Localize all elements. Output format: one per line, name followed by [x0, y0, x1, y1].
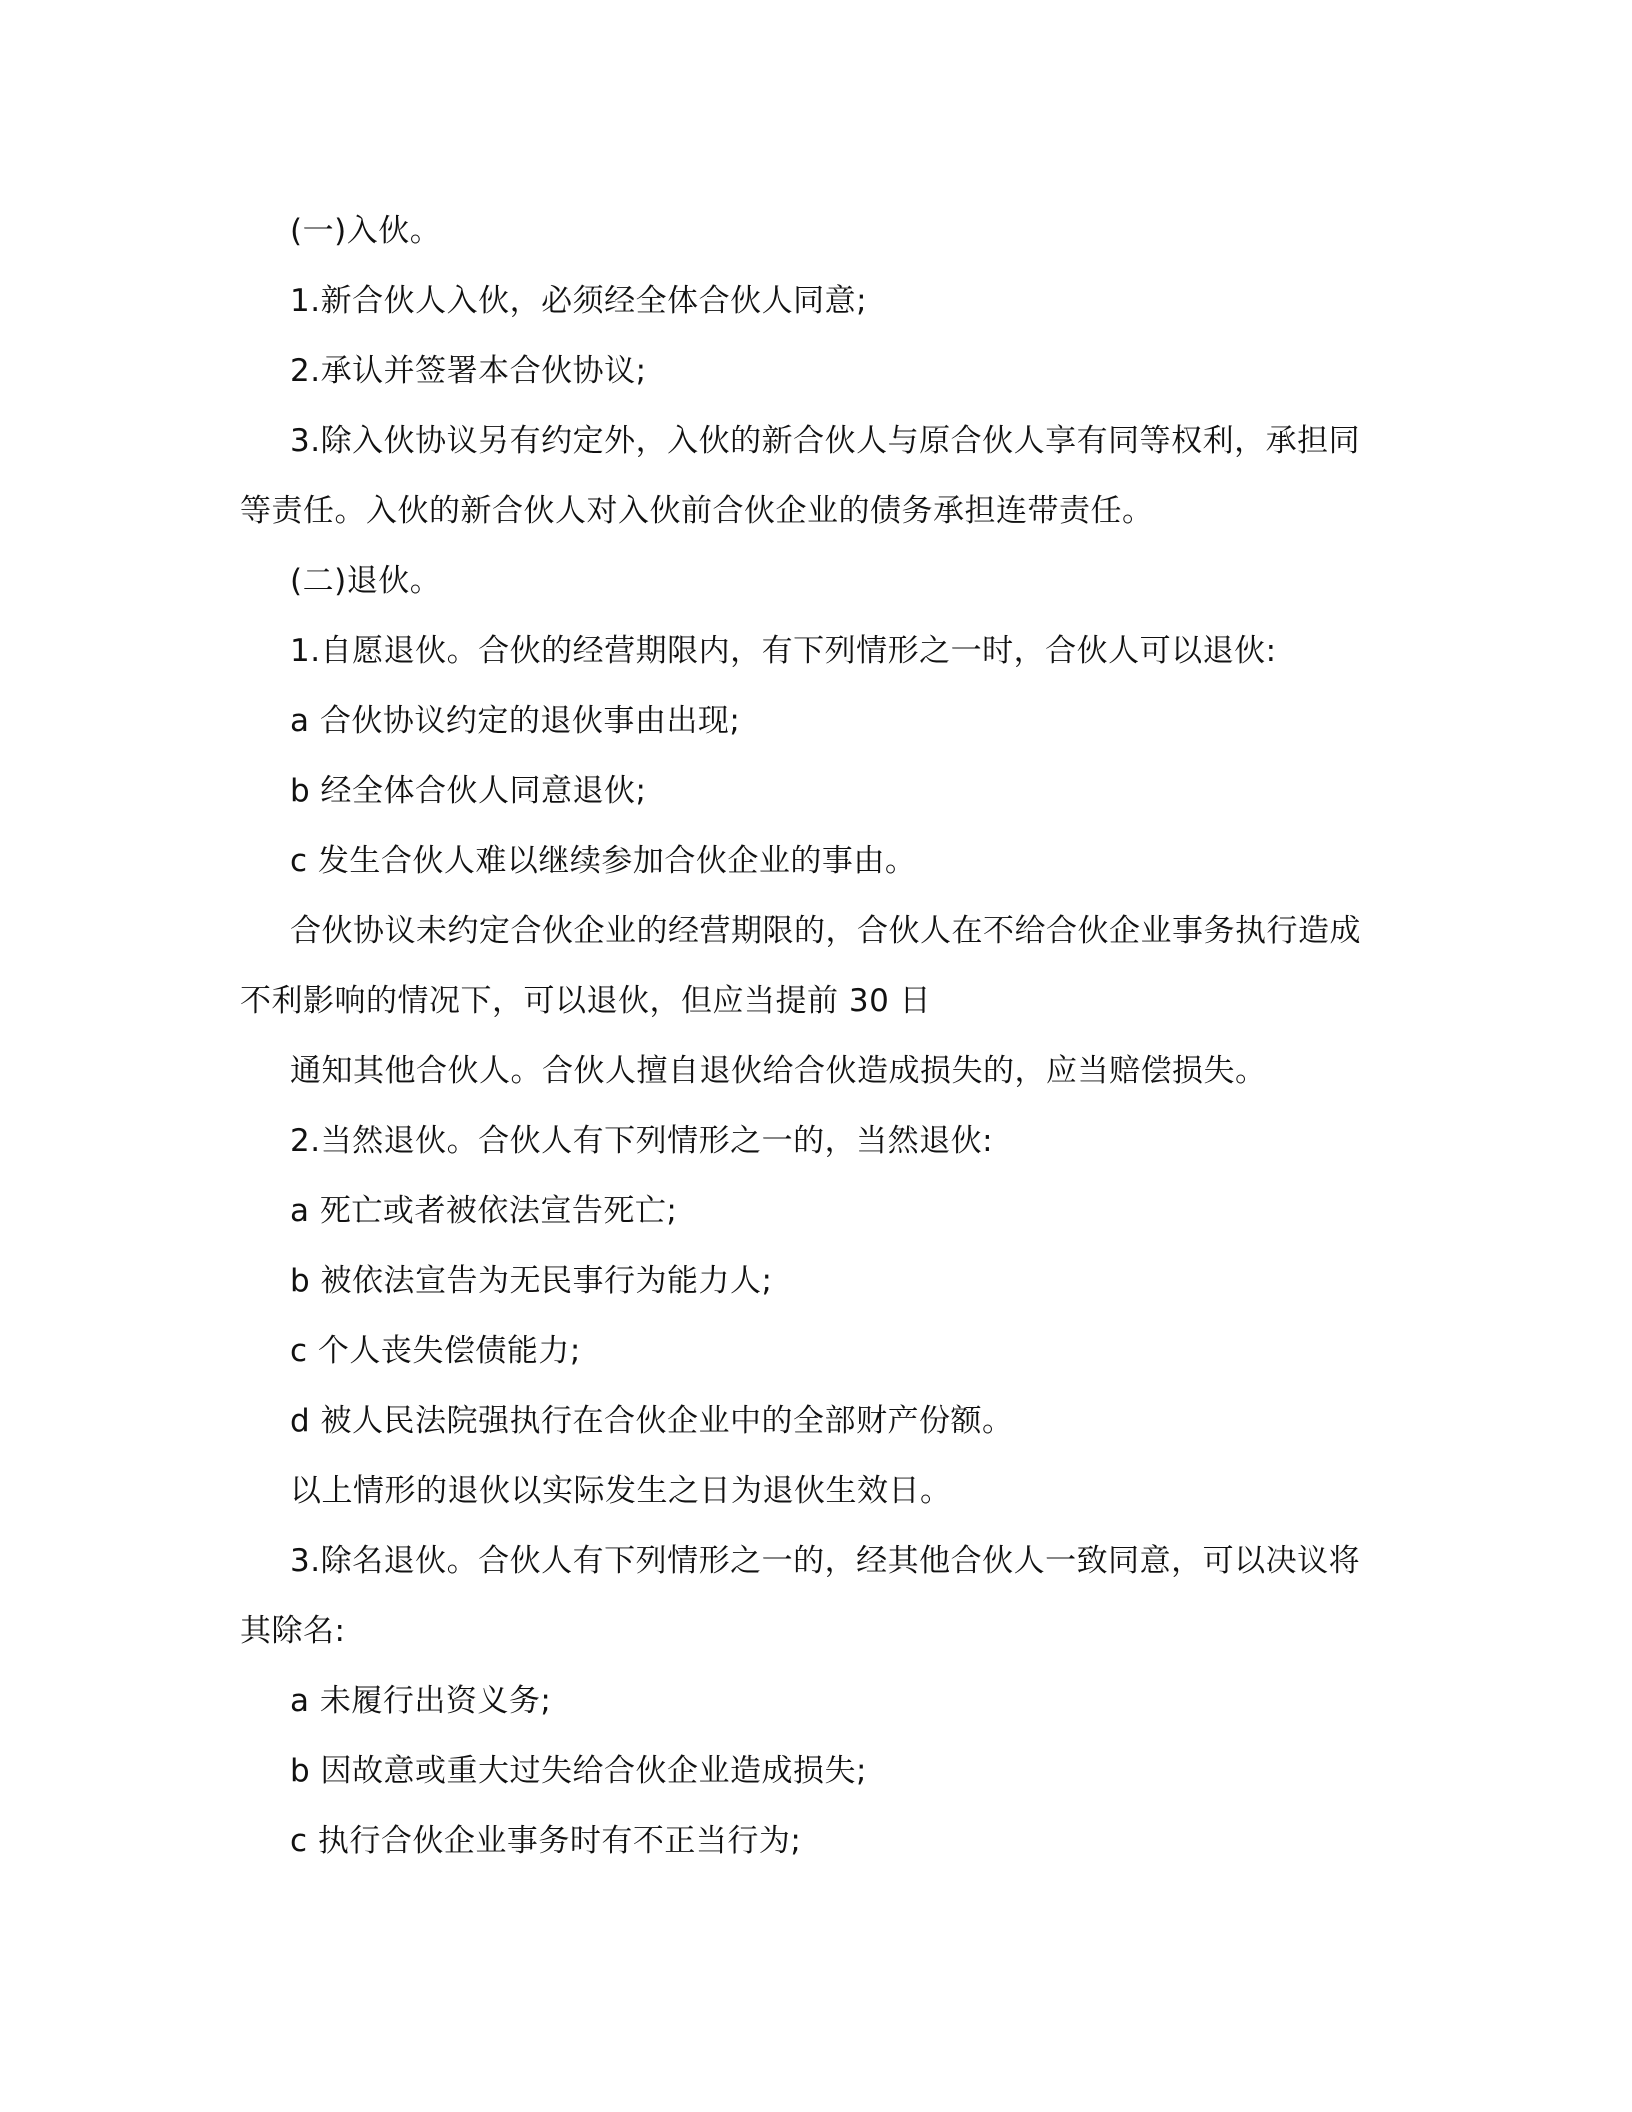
paragraph: 1.自愿退伙。合伙的经营期限内，有下列情形之一时，合伙人可以退伙: — [290, 633, 1277, 669]
paragraph: (二)退伙。 — [290, 563, 442, 599]
paragraph: a 未履行出资义务; — [290, 1683, 552, 1719]
paragraph: 合伙协议未约定合伙企业的经营期限的，合伙人在不给合伙企业事务执行造成不利影响的情况下，可以退伙，但应当提前 30 日 — [240, 913, 1361, 1019]
paragraph: b 因故意或重大过失给合伙企业造成损失; — [290, 1753, 867, 1789]
paragraph: d 被人民法院强执行在合伙企业中的全部财产份额。 — [290, 1403, 1014, 1439]
paragraph: b 经全体合伙人同意退伙; — [290, 773, 647, 809]
paragraph: b 被依法宣告为无民事行为能力人; — [290, 1263, 773, 1299]
paragraph: 2.当然退伙。合伙人有下列情形之一的，当然退伙: — [290, 1123, 994, 1159]
paragraph: c 个人丧失偿债能力; — [290, 1333, 581, 1369]
paragraph: c 执行合伙企业事务时有不正当行为; — [290, 1823, 802, 1859]
paragraph: 以上情形的退伙以实际发生之日为退伙生效日。 — [290, 1473, 952, 1509]
paragraph: c 发生合伙人难以继续参加合伙企业的事由。 — [290, 843, 917, 879]
paragraph: a 合伙协议约定的退伙事由出现; — [290, 703, 741, 739]
paragraph: 3.除名退伙。合伙人有下列情形之一的，经其他合伙人一致同意，可以决议将其除名: — [240, 1543, 1361, 1649]
document-body — [240, 196, 1372, 1876]
paragraph: a 死亡或者被依法宣告死亡; — [290, 1193, 678, 1229]
paragraph: 1.新合伙人入伙，必须经全体合伙人同意; — [290, 283, 868, 319]
paragraph: 3.除入伙协议另有约定外，入伙的新合伙人与原合伙人享有同等权利，承担同等责任。入伙的新合伙人对入伙前合伙企业的债务承担连带责任。 — [240, 423, 1361, 529]
paragraph: (一)入伙。 — [290, 213, 442, 249]
paragraph: 2.承认并签署本合伙协议; — [290, 353, 647, 389]
paragraph: 通知其他合伙人。合伙人擅自退伙给合伙造成损失的，应当赔偿损失。 — [290, 1053, 1267, 1089]
